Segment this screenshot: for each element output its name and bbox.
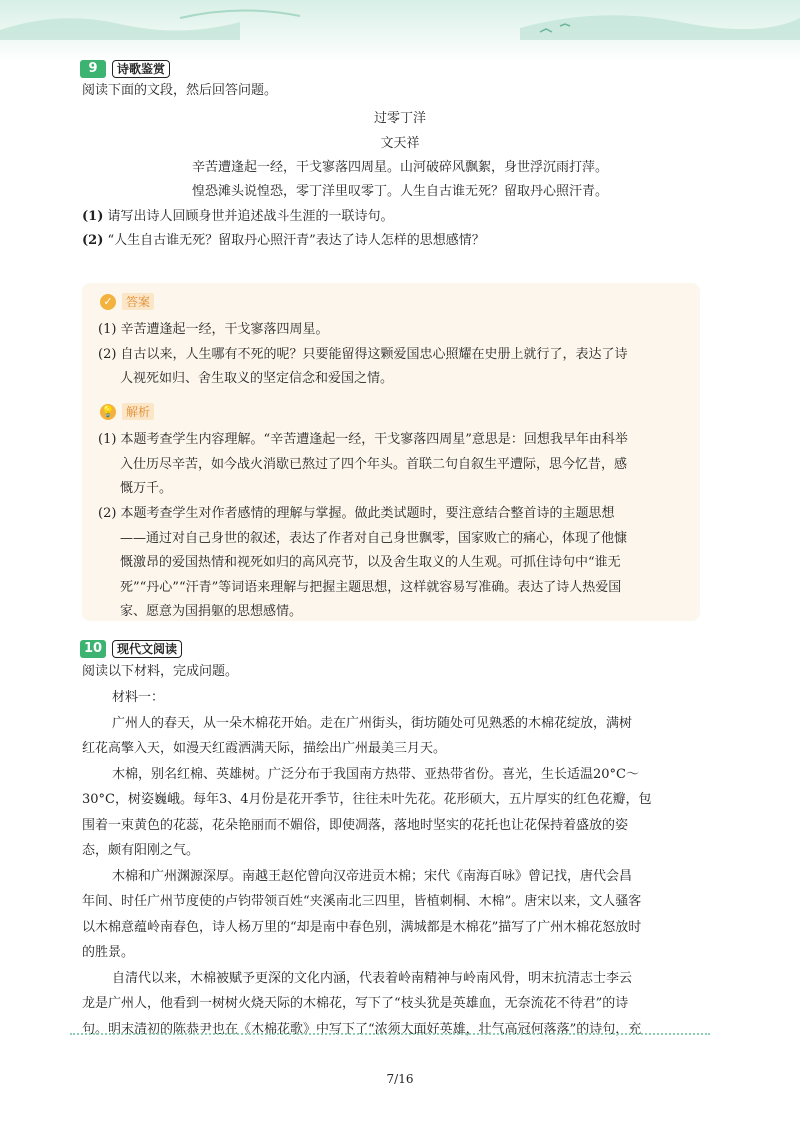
passage-line: 态，颇有阳刚之气。 (82, 843, 200, 858)
analysis-line: 慨万千。 (120, 481, 173, 496)
passage-line: 红花高擎入天，如漫天红霞洒满天际，描绘出广州最美三月天。 (82, 741, 447, 756)
check-icon: ✓ (100, 294, 116, 310)
passage-line: 30°C，树姿巍峨。每年3、4月份是花开季节，往往未叶先花。花形硕大，五片厚实的红色花瓣，包 (82, 792, 652, 807)
passage-line: 龙是广州人，他看到一树树火烧天际的木棉花，写下了“枝头犹是英雄血，无奈流花不待君”的诗 (82, 996, 629, 1011)
passage-line: 以木棉意蕴岭南春色，诗人杨万里的“却是南中春色别，满城都是木棉花”描写了广州木棉花怒放时 (82, 920, 642, 935)
analysis-line: 死”“丹心”“汗青”等词语来理解与把握主题思想，这样就容易写准确。表达了诗人热爱国 (120, 580, 622, 595)
lightbulb-icon: 💡 (101, 404, 115, 418)
passage-line: 围着一束黄色的花蕊，花朵艳丽而不媚俗，即使凋落，落地时坚实的花托也让花保持着盛放的姿 (82, 818, 629, 833)
question-text: 请写出诗人回顾身世并追述战斗生涯的一联诗句。 (107, 209, 394, 224)
passage-line: 句。明末清初的陈恭尹也在《木棉花歌》中写下了“浓须大面好英雄，壮气高冠何落落”的诗句，充 (82, 1022, 642, 1037)
q9-question-2 (82, 232, 485, 250)
passage-line: 的胜景。 (82, 945, 135, 960)
analysis-line: 慨激昂的爱国热情和视死如归的高风亮节，以及舍生取义的人生观。可抓住诗句中“谁无 (120, 555, 621, 570)
analysis-line: (1) 本题考查学生内容理解。“辛苦遭逢起一经，干戈寥落四周星”意思是：回想我早年由科举 (98, 432, 628, 447)
page-number: 7/16 (386, 1072, 414, 1086)
question-tag: 现代文阅读 (112, 640, 182, 658)
question-no: (1) (82, 209, 104, 224)
analysis-line: 家、愿意为国捐躯的思想感情。 (120, 604, 303, 619)
passage-line: 材料一： (112, 690, 165, 705)
header-decoration (0, 0, 800, 62)
question-no: (2) (82, 233, 104, 248)
q9-question-1 (82, 208, 394, 226)
answer-label: ✓ 答案 (100, 293, 154, 310)
analysis-line: (2) 本题考查学生对作者感情的理解与掌握。做此类试题时，要注意结合整首诗的主题思想 (98, 506, 615, 521)
q10-instruction: 阅读以下材料，完成问题。 (82, 664, 239, 679)
answer-line: 人视死如归、舍生取义的坚定信念和爱国之情。 (120, 371, 394, 386)
poem-author: 文天祥 (380, 136, 420, 151)
poem-line: 惶恐滩头说惶恐，零丁洋里叹零丁。人生自古谁无死？留取丹心照汗青。 (191, 184, 608, 199)
passage-line: 广州人的春天，从一朵木棉花开始。走在广州街头，街坊随处可见熟悉的木棉花绽放，满树 (112, 716, 633, 731)
footer-divider (70, 1033, 710, 1035)
q9-instruction: 阅读下面的文段，然后回答问题。 (82, 83, 278, 98)
question-text: “人生自古谁无死？留取丹心照汗青”表达了诗人怎样的思想感情？ (107, 233, 485, 248)
passage-line: 自清代以来，木棉被赋予更深的文化内涵，代表着岭南精神与岭南风骨，明末抗清志士李云 (112, 971, 633, 986)
analysis-line: 入仕历尽辛苦，如今战火消歇已熬过了四个年头。首联二句自叙生平遭际，思今忆昔，感 (120, 457, 628, 472)
passage-line: 木棉，别名红棉、英雄树。广泛分布于我国南方热带、亚热带省份。喜光，生长适温20°C～ (112, 767, 639, 782)
question-number: 10 (80, 640, 106, 658)
question-9-header (80, 60, 170, 78)
poem-line: 辛苦遭逢起一经，干戈寥落四周星。山河破碎风飘絮，身世浮沉雨打萍。 (191, 160, 608, 175)
answer-line: (1) 辛苦遭逢起一经，干戈寥落四周星。 (98, 322, 329, 337)
analysis-label: 💡 解析 (100, 403, 154, 420)
question-tag: 诗歌鉴赏 (112, 60, 170, 78)
analysis-line: ——通过对自己身世的叙述，表达了作者对自己身世飘零，国家败亡的痛心，体现了他慷 (120, 531, 628, 546)
question-number: 9 (80, 60, 106, 78)
passage-line: 木棉和广州渊源深厚。南越王赵佗曾向汉帝进贡木棉；宋代《南海百咏》曾记找，唐代会昌 (112, 869, 633, 884)
question-10-header (80, 640, 182, 658)
poem-title: 过零丁洋 (373, 111, 426, 126)
passage-line: 年间、时任广州节度使的卢钧带领百姓“夹溪南北三四里，皆植刺桐、木棉”。唐宋以来，文人骚客 (82, 894, 642, 909)
answer-line: (2) 自古以来，人生哪有不死的呢？只要能留得这颗爱国忠心照耀在史册上就行了，表达了诗 (98, 347, 628, 362)
